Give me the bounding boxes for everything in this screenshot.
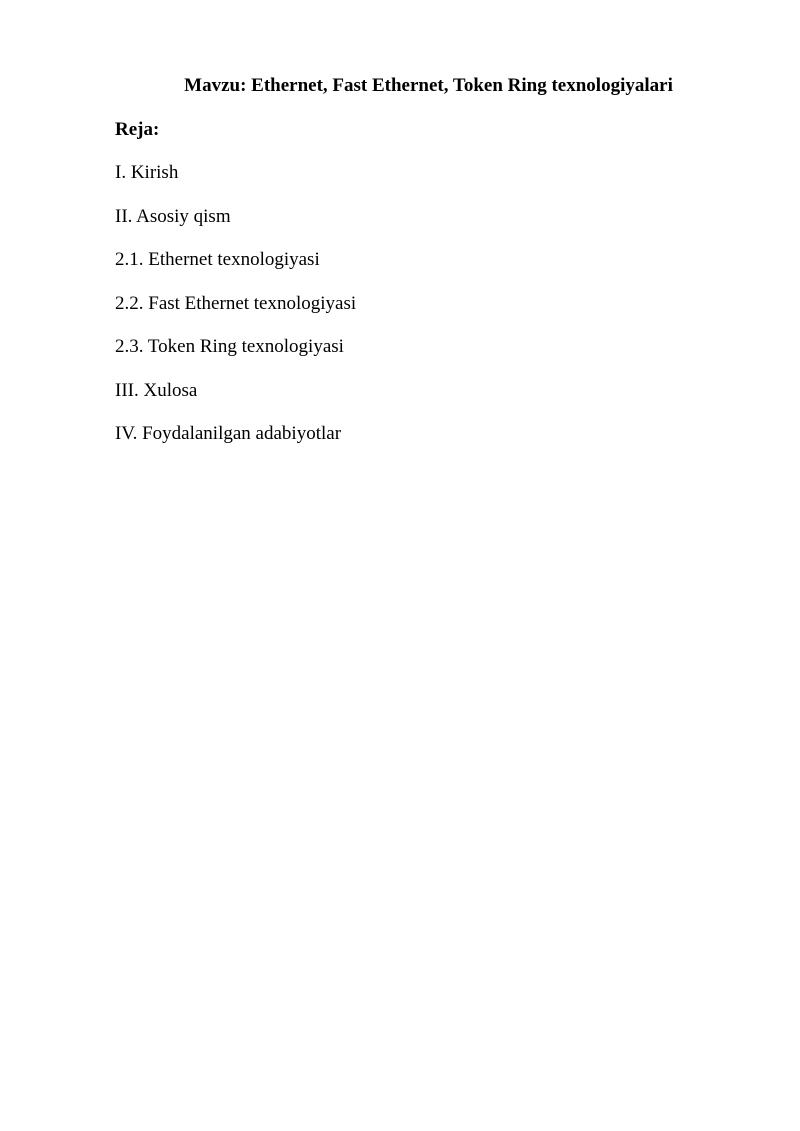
outline-item-fast-ethernet: 2.2. Fast Ethernet texnologiyasi — [115, 292, 357, 314]
outline-item-main-part: II. Asosiy qism — [115, 205, 231, 227]
outline-item-introduction: I. Kirish — [115, 162, 179, 183]
plan-outline — [115, 161, 356, 466]
outline-item-references: IV. Foydalanilgan adabiyotlar — [115, 423, 342, 444]
document-title: Mavzu: Ethernet, Fast Ethernet, Token Ring texnologiyalari — [184, 75, 673, 96]
outline-item-conclusion: III. Xulosa — [115, 379, 198, 401]
plan-heading: Reja: — [115, 119, 160, 140]
outline-item-ethernet: 2.1. Ethernet texnologiyasi — [115, 249, 320, 270]
outline-item-token-ring: 2.3. Token Ring texnologiyasi — [115, 336, 344, 357]
